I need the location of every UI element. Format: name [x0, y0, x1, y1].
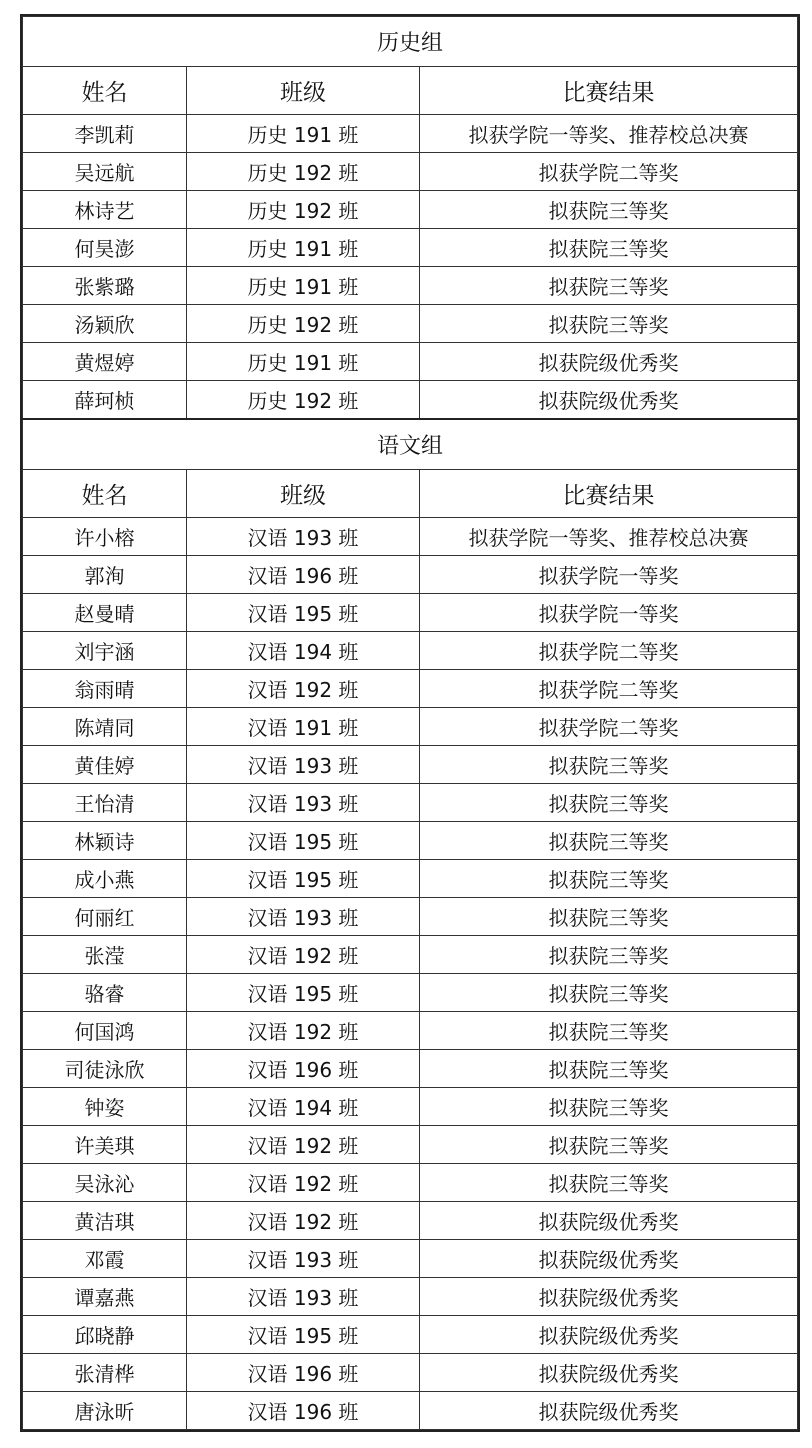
cell-name: 成小燕	[23, 860, 187, 898]
table-row	[23, 746, 798, 784]
table-row	[23, 632, 798, 670]
cell-class: 历史 191 班	[187, 267, 420, 305]
table-row	[23, 518, 798, 556]
cell-result: 拟获院三等奖	[420, 1088, 798, 1126]
results-table-body	[23, 17, 798, 1430]
cell-name: 李凯莉	[23, 115, 187, 153]
table-row	[23, 860, 798, 898]
cell-class: 汉语 196 班	[187, 1354, 420, 1392]
cell-name: 黄煜婷	[23, 343, 187, 381]
cell-class: 历史 192 班	[187, 191, 420, 229]
cell-name: 王怡清	[23, 784, 187, 822]
cell-class: 汉语 191 班	[187, 708, 420, 746]
table-row	[23, 1164, 798, 1202]
cell-result: 拟获学院二等奖	[420, 632, 798, 670]
cell-class: 汉语 195 班	[187, 594, 420, 632]
cell-result: 拟获院级优秀奖	[420, 1392, 798, 1430]
table-row	[23, 1126, 798, 1164]
cell-name: 谭嘉燕	[23, 1278, 187, 1316]
table-row	[23, 1202, 798, 1240]
cell-result: 拟获院三等奖	[420, 1050, 798, 1088]
cell-result: 拟获院三等奖	[420, 267, 798, 305]
cell-name: 司徒泳欣	[23, 1050, 187, 1088]
cell-result: 拟获院三等奖	[420, 1126, 798, 1164]
cell-result: 拟获学院二等奖	[420, 670, 798, 708]
cell-class: 历史 191 班	[187, 229, 420, 267]
header-result: 比赛结果	[420, 470, 798, 518]
cell-name: 林颖诗	[23, 822, 187, 860]
cell-name: 陈靖同	[23, 708, 187, 746]
table-row	[23, 1278, 798, 1316]
cell-name: 刘宇涵	[23, 632, 187, 670]
table-row	[23, 594, 798, 632]
cell-class: 汉语 193 班	[187, 746, 420, 784]
cell-name: 骆睿	[23, 974, 187, 1012]
cell-name: 钟姿	[23, 1088, 187, 1126]
table-row	[23, 1354, 798, 1392]
table-row	[23, 822, 798, 860]
cell-class: 历史 192 班	[187, 381, 420, 420]
table-row	[23, 229, 798, 267]
cell-name: 翁雨晴	[23, 670, 187, 708]
section-title-row	[23, 17, 798, 67]
cell-name: 赵曼晴	[23, 594, 187, 632]
cell-class: 汉语 193 班	[187, 1240, 420, 1278]
cell-result: 拟获学院一等奖	[420, 556, 798, 594]
cell-result: 拟获院级优秀奖	[420, 1240, 798, 1278]
table-row	[23, 670, 798, 708]
top-crop	[0, 0, 812, 6]
table-row	[23, 191, 798, 229]
cell-name: 张滢	[23, 936, 187, 974]
cell-result: 拟获学院一等奖	[420, 594, 798, 632]
cell-result: 拟获院三等奖	[420, 305, 798, 343]
cell-result: 拟获院级优秀奖	[420, 1278, 798, 1316]
cell-result: 拟获院级优秀奖	[420, 1316, 798, 1354]
section-title: 历史组	[23, 17, 798, 67]
cell-class: 历史 191 班	[187, 343, 420, 381]
cell-result: 拟获学院一等奖、推荐校总决赛	[420, 518, 798, 556]
header-row	[23, 470, 798, 518]
cell-result: 拟获院三等奖	[420, 974, 798, 1012]
cell-result: 拟获院三等奖	[420, 229, 798, 267]
cell-name: 许小榕	[23, 518, 187, 556]
header-class: 班级	[187, 67, 420, 115]
cell-name: 汤颖欣	[23, 305, 187, 343]
cell-result: 拟获院级优秀奖	[420, 343, 798, 381]
cell-class: 汉语 194 班	[187, 1088, 420, 1126]
cell-result: 拟获学院二等奖	[420, 153, 798, 191]
header-class: 班级	[187, 470, 420, 518]
cell-name: 邓霞	[23, 1240, 187, 1278]
cell-result: 拟获院三等奖	[420, 784, 798, 822]
table-row	[23, 267, 798, 305]
cell-class: 汉语 192 班	[187, 1164, 420, 1202]
table-row	[23, 708, 798, 746]
cell-class: 汉语 192 班	[187, 1012, 420, 1050]
cell-class: 汉语 194 班	[187, 632, 420, 670]
cell-class: 汉语 192 班	[187, 670, 420, 708]
cell-result: 拟获院级优秀奖	[420, 1354, 798, 1392]
cell-result: 拟获学院一等奖、推荐校总决赛	[420, 115, 798, 153]
header-result: 比赛结果	[420, 67, 798, 115]
cell-result: 拟获院级优秀奖	[420, 381, 798, 420]
cell-class: 历史 192 班	[187, 305, 420, 343]
header-name: 姓名	[23, 470, 187, 518]
cell-name: 张清桦	[23, 1354, 187, 1392]
cell-result: 拟获院三等奖	[420, 898, 798, 936]
cell-class: 汉语 196 班	[187, 556, 420, 594]
cell-result: 拟获学院二等奖	[420, 708, 798, 746]
table-row	[23, 936, 798, 974]
cell-class: 汉语 195 班	[187, 974, 420, 1012]
table-row	[23, 974, 798, 1012]
cell-name: 吴远航	[23, 153, 187, 191]
results-table	[22, 16, 798, 1430]
table-row	[23, 305, 798, 343]
cell-name: 郭洵	[23, 556, 187, 594]
cell-result: 拟获院级优秀奖	[420, 1202, 798, 1240]
cell-class: 汉语 196 班	[187, 1050, 420, 1088]
table-row	[23, 381, 798, 420]
cell-name: 吴泳沁	[23, 1164, 187, 1202]
table-row	[23, 556, 798, 594]
cell-class: 汉语 196 班	[187, 1392, 420, 1430]
table-row	[23, 898, 798, 936]
table-row	[23, 153, 798, 191]
table-row	[23, 1316, 798, 1354]
cell-class: 汉语 192 班	[187, 1202, 420, 1240]
cell-class: 历史 192 班	[187, 153, 420, 191]
cell-class: 汉语 193 班	[187, 518, 420, 556]
cell-result: 拟获院三等奖	[420, 191, 798, 229]
header-row	[23, 67, 798, 115]
table-row	[23, 115, 798, 153]
cell-result: 拟获院三等奖	[420, 1164, 798, 1202]
table-row	[23, 1012, 798, 1050]
table-row	[23, 1088, 798, 1126]
cell-class: 历史 191 班	[187, 115, 420, 153]
cell-class: 汉语 193 班	[187, 1278, 420, 1316]
cell-class: 汉语 192 班	[187, 1126, 420, 1164]
section-title-row	[23, 419, 798, 470]
cell-name: 许美琪	[23, 1126, 187, 1164]
cell-name: 何昊澎	[23, 229, 187, 267]
cell-name: 黄佳婷	[23, 746, 187, 784]
cell-class: 汉语 195 班	[187, 860, 420, 898]
cell-name: 何丽红	[23, 898, 187, 936]
section-title: 语文组	[23, 419, 798, 470]
cell-class: 汉语 195 班	[187, 822, 420, 860]
cell-name: 林诗艺	[23, 191, 187, 229]
cell-name: 黄洁琪	[23, 1202, 187, 1240]
cell-class: 汉语 193 班	[187, 784, 420, 822]
cell-class: 汉语 195 班	[187, 1316, 420, 1354]
cell-result: 拟获院三等奖	[420, 1012, 798, 1050]
table-row	[23, 343, 798, 381]
results-sheet	[20, 14, 800, 1432]
cell-result: 拟获院三等奖	[420, 822, 798, 860]
cell-name: 何国鸿	[23, 1012, 187, 1050]
table-row	[23, 1240, 798, 1278]
table-row	[23, 1392, 798, 1430]
cell-result: 拟获院三等奖	[420, 746, 798, 784]
cell-name: 邱晓静	[23, 1316, 187, 1354]
cell-class: 汉语 193 班	[187, 898, 420, 936]
cell-result: 拟获院三等奖	[420, 860, 798, 898]
cell-name: 唐泳昕	[23, 1392, 187, 1430]
cell-result: 拟获院三等奖	[420, 936, 798, 974]
header-name: 姓名	[23, 67, 187, 115]
table-row	[23, 784, 798, 822]
cell-name: 薛珂桢	[23, 381, 187, 420]
cell-class: 汉语 192 班	[187, 936, 420, 974]
cell-name: 张紫璐	[23, 267, 187, 305]
table-row	[23, 1050, 798, 1088]
